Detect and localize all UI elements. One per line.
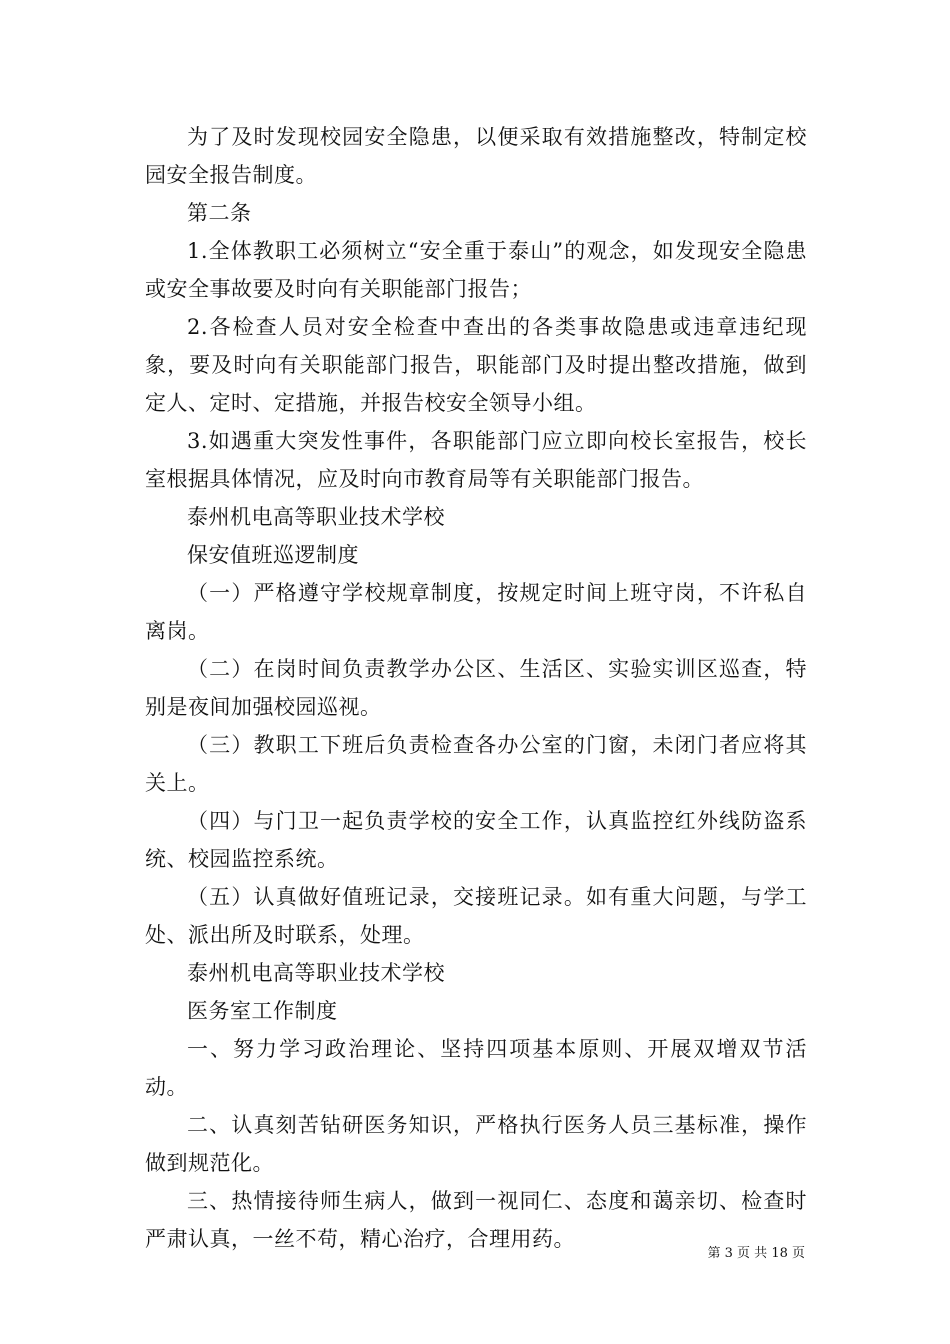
school-name: 泰州机电高等职业技术学校 [187,505,445,529]
section-title-patrol: 保安值班巡逻制度 [187,543,359,567]
paragraph-clinic-1: 一、努力学习政治理论、坚持四项基本原则、开展双增双节活动。 [145,1037,807,1099]
paragraph-patrol-3: （三）教职工下班后负责检查各办公室的门窗，未闭门者应将其关上。 [145,733,807,795]
paragraph-article-two: 第二条 [187,201,252,225]
section-title-clinic: 医务室工作制度 [187,999,338,1023]
document-body [145,118,807,1258]
paragraph-patrol-2: （二）在岗时间负责教学办公区、生活区、实验实训区巡查，特别是夜间加强校园巡视。 [145,657,807,719]
paragraph-item-3: 3.如遇重大突发性事件，各职能部门应立即向校长室报告，校长室根据具体情况，应及时向市教育局等有关职能部门报告。 [145,429,807,491]
paragraph-clinic-2: 二、认真刻苦钻研医务知识，严格执行医务人员三基标准，操作做到规范化。 [145,1113,807,1175]
paragraph-intro: 为了及时发现校园安全隐患，以便采取有效措施整改，特制定校园安全报告制度。 [145,125,807,187]
paragraph-patrol-4: （四）与门卫一起负责学校的安全工作，认真监控红外线防盗系统、校园监控系统。 [145,809,807,871]
paragraph-clinic-3: 三、热情接待师生病人，做到一视同仁、态度和蔼亲切、检查时严肃认真，一丝不苟，精心治疗，合理用药。 [145,1189,807,1251]
page-number: 第 3 页 共 18 页 [707,1246,805,1261]
paragraph-patrol-5: （五）认真做好值班记录，交接班记录。如有重大问题，与学工处、派出所及时联系，处理。 [145,885,807,947]
paragraph-item-1: 1.全体教职工必须树立“安全重于泰山”的观念，如发现安全隐患或安全事故要及时向有关职能部门报告； [145,239,807,301]
paragraph-item-2: 2.各检查人员对安全检查中查出的各类事故隐患或违章违纪现象，要及时向有关职能部门报告，职能部门及时提出整改措施，做到定人、定时、定措施，并报告校安全领导小组。 [145,315,807,415]
school-name: 泰州机电高等职业技术学校 [187,961,445,985]
paragraph-patrol-1: （一）严格遵守学校规章制度，按规定时间上班守岗，不许私自离岗。 [145,581,807,643]
